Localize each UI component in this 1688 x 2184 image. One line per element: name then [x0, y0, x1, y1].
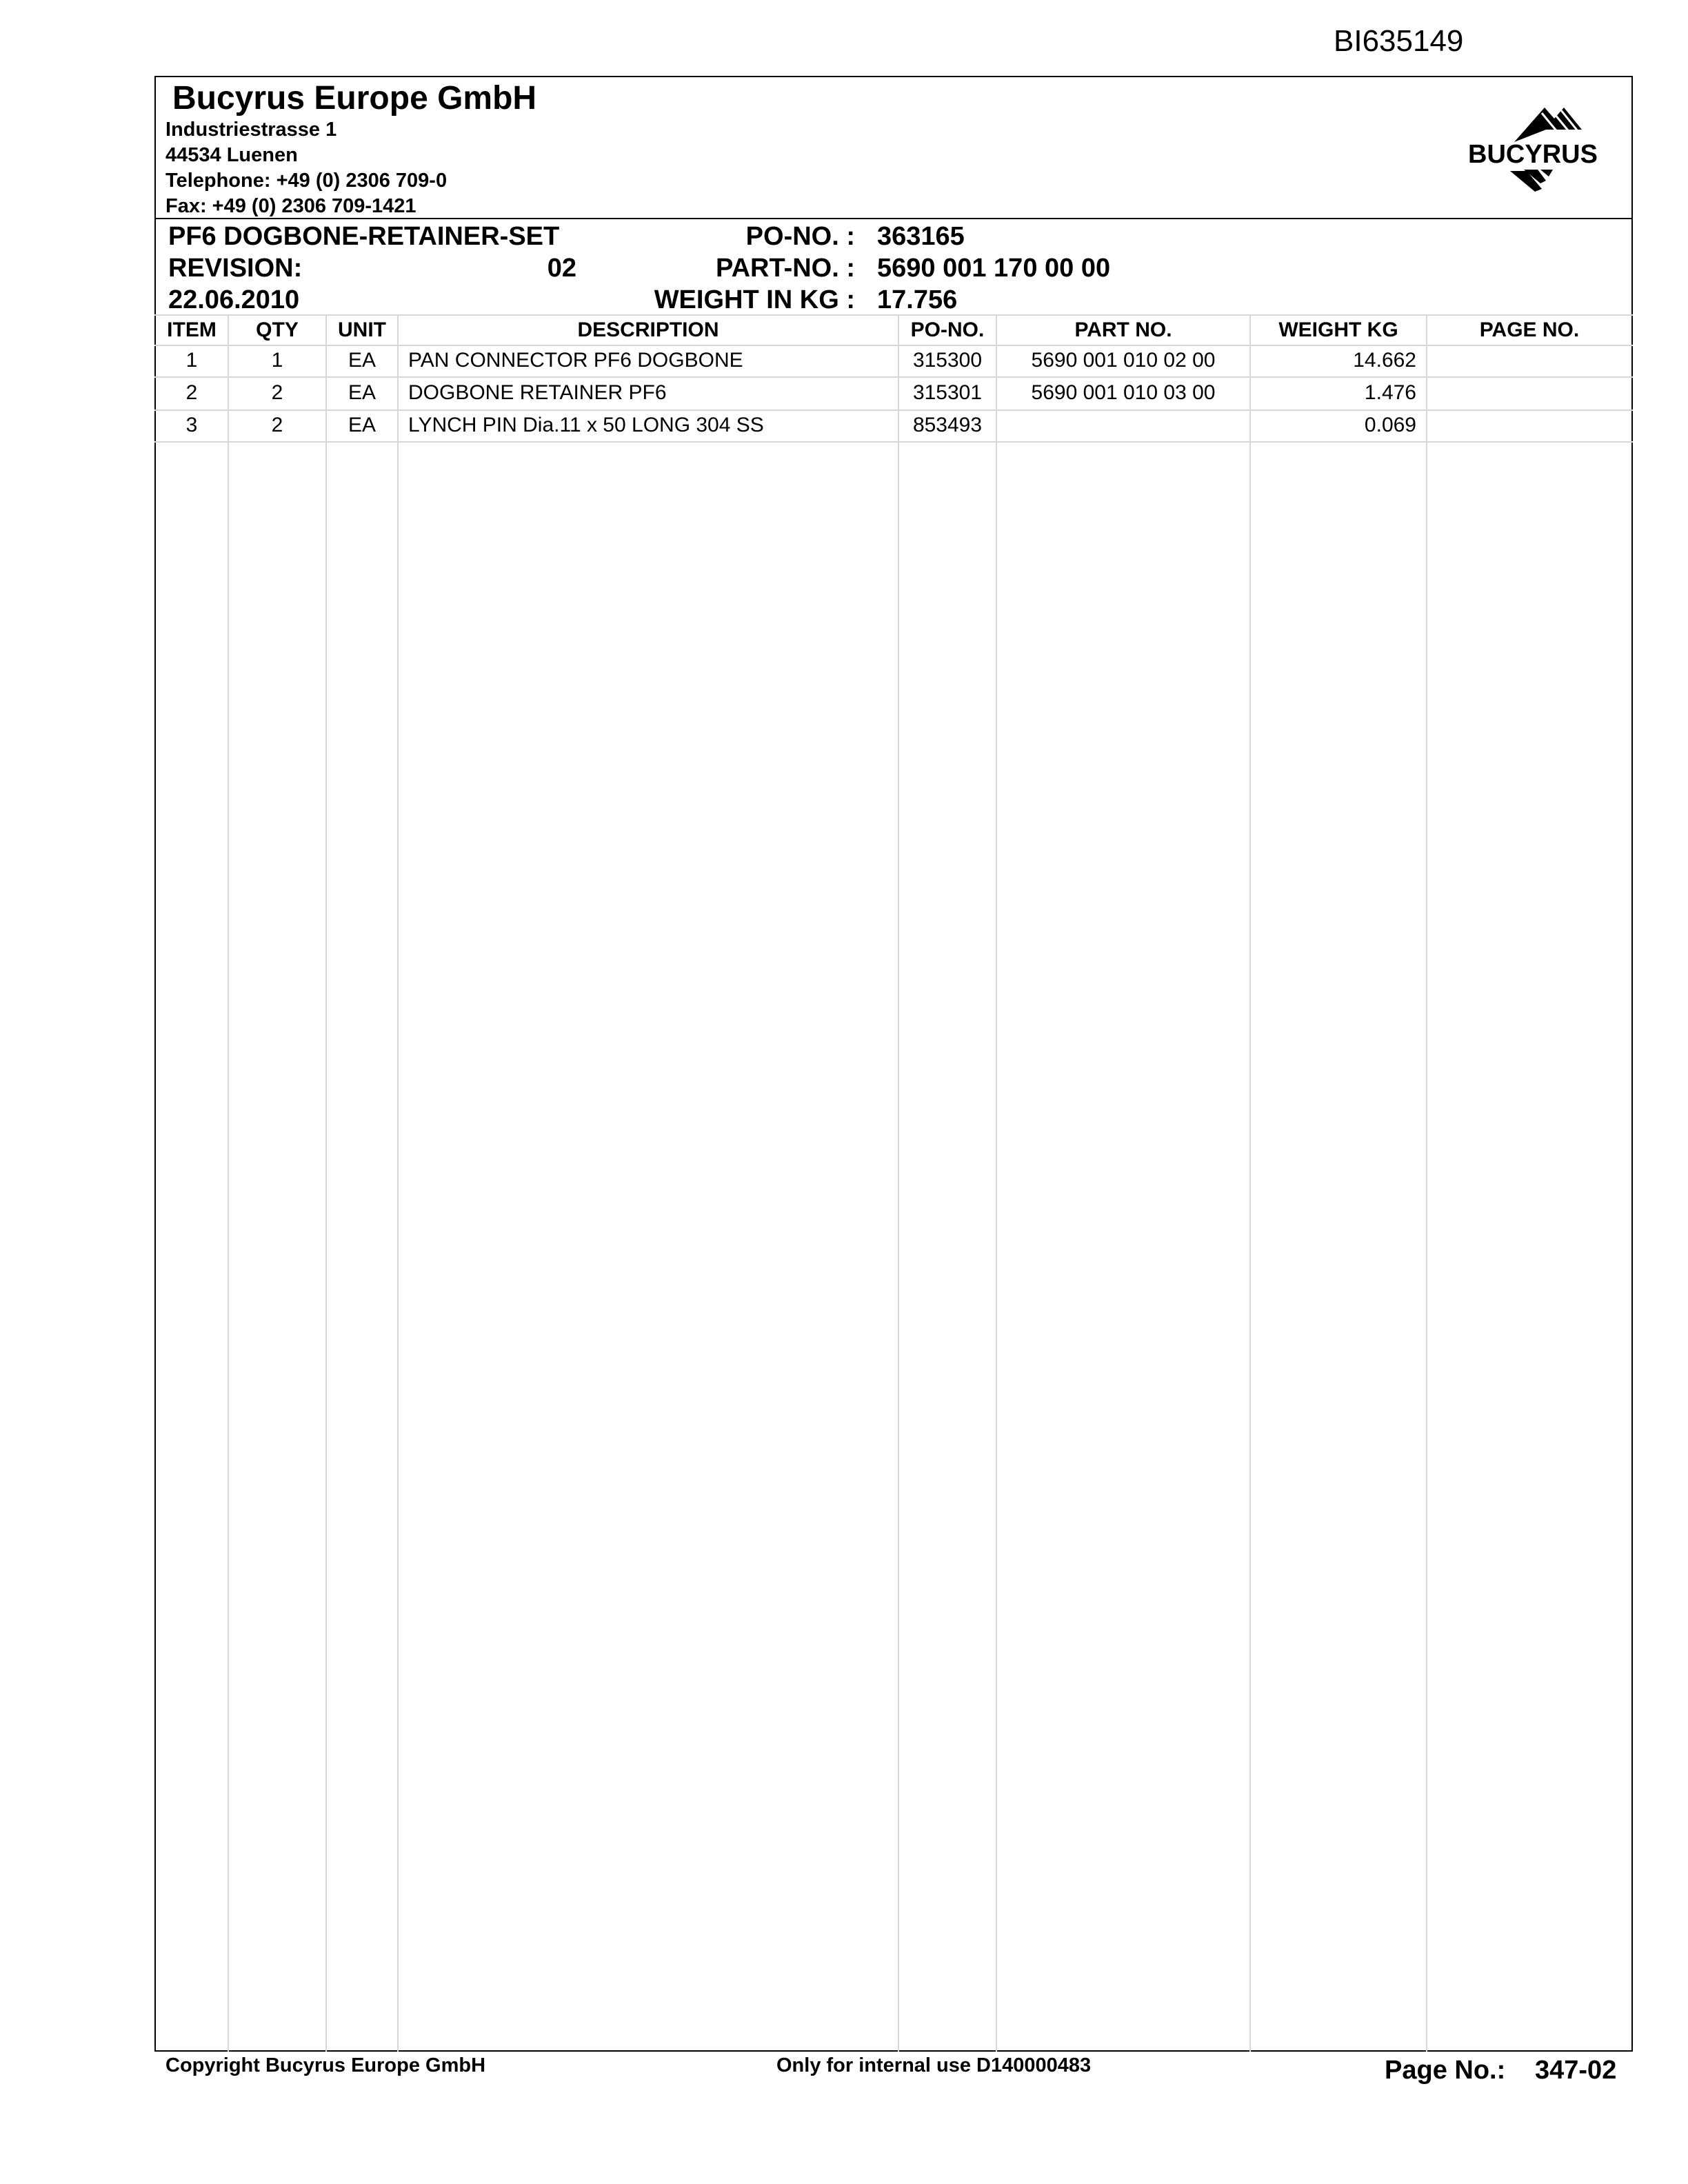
- row-1-description: PAN CONNECTOR PF6 DOGBONE: [408, 349, 743, 372]
- row-2-unit: EA: [348, 381, 376, 404]
- company-fax: Fax: +49 (0) 2306 709-1421: [165, 195, 416, 217]
- column-header-item: ITEM: [167, 318, 217, 341]
- row-2-description: DOGBONE RETAINER PF6: [408, 381, 667, 404]
- row-2-page-no: [1427, 377, 1631, 409]
- column-header-description: DESCRIPTION: [577, 318, 719, 341]
- column-header-part-no: PART NO.: [1074, 318, 1172, 341]
- row-1-weight: 14.662: [1353, 349, 1416, 372]
- column-header-qty: QTY: [256, 318, 299, 341]
- table-row-rule: [154, 441, 1633, 443]
- copyright-notice: Copyright Bucyrus Europe GmbH: [165, 2054, 486, 2076]
- page-number-value: 347-02: [1535, 2056, 1617, 2085]
- logo-text: BUCYRUS: [1468, 140, 1598, 169]
- column-rule: [397, 316, 399, 2052]
- document-date: 22.06.2010: [168, 285, 300, 314]
- company-street: Industriestrasse 1: [165, 119, 337, 141]
- column-rule: [325, 316, 327, 2052]
- po-label: PO-NO. :: [745, 222, 855, 251]
- column-rule: [228, 316, 229, 2052]
- row-1-page-no: [1427, 345, 1631, 376]
- column-header-weight: WEIGHT KG: [1278, 318, 1398, 341]
- part-value: 5690 001 170 00 00: [877, 254, 1111, 283]
- weight-label: WEIGHT IN KG :: [654, 285, 855, 314]
- header-divider: [154, 218, 1633, 219]
- revision-label: REVISION:: [168, 254, 303, 283]
- page-number-label: Page No.:: [1385, 2056, 1506, 2085]
- row-3-part-no: [997, 410, 1249, 441]
- row-1-unit: EA: [348, 349, 376, 372]
- row-1-po-no: 315300: [912, 349, 983, 372]
- row-3-item: 3: [185, 414, 198, 436]
- row-3-unit: EA: [348, 414, 376, 436]
- company-telephone: Telephone: +49 (0) 2306 709-0: [165, 170, 448, 192]
- row-3-weight: 0.069: [1364, 414, 1416, 436]
- internal-use-notice: Only for internal use D140000483: [776, 2054, 1092, 2076]
- row-1-qty: 1: [271, 349, 283, 372]
- part-label: PART-NO. :: [716, 254, 855, 283]
- column-rule: [1426, 316, 1427, 2052]
- column-header-po-no: PO-NO.: [910, 318, 985, 341]
- row-2-weight: 1.476: [1364, 381, 1416, 404]
- row-3-po-no: 853493: [912, 414, 983, 436]
- row-3-qty: 2: [271, 414, 283, 436]
- row-1-part-no: 5690 001 010 02 00: [1031, 349, 1216, 372]
- po-value: 363165: [877, 222, 965, 251]
- column-rule: [1249, 316, 1251, 2052]
- row-2-part-no: 5690 001 010 03 00: [1031, 381, 1216, 404]
- document-id: BI635149: [1334, 24, 1464, 58]
- column-rule: [898, 316, 899, 2052]
- weight-value: 17.756: [877, 285, 958, 314]
- row-2-po-no: 315301: [912, 381, 983, 404]
- row-3-page-no: [1427, 410, 1631, 441]
- row-2-qty: 2: [271, 381, 283, 404]
- company-name: Bucyrus Europe GmbH: [172, 80, 537, 117]
- row-2-item: 2: [185, 381, 198, 404]
- column-rule: [996, 316, 997, 2052]
- column-header-page-no: PAGE NO.: [1479, 318, 1580, 341]
- bucyrus-logo: [1460, 103, 1605, 193]
- revision-value: 02: [547, 254, 576, 283]
- column-header-unit: UNIT: [338, 318, 386, 341]
- row-1-item: 1: [185, 349, 198, 372]
- company-city: 44534 Luenen: [165, 144, 298, 166]
- set-title: PF6 DOGBONE-RETAINER-SET: [168, 222, 560, 251]
- row-3-description: LYNCH PIN Dia.11 x 50 LONG 304 SS: [408, 414, 764, 436]
